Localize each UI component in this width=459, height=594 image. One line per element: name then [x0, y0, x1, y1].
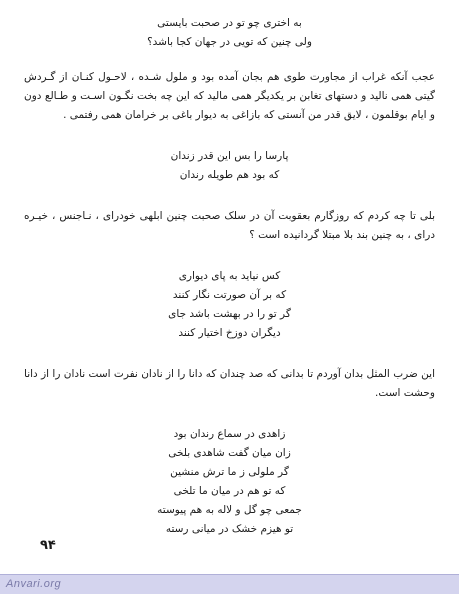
prose-paragraph-3: این ضرب المثل بدان آوردم تا بدانی که صد چندان که دانا را از نادان نفرت است نادان را از دانا وحشت است. — [24, 368, 435, 399]
verse-line: ولی چنین که تویی در جهان کجا باشد؟ — [147, 36, 312, 48]
verse-line: گر تو را در بهشت باشد جای — [168, 308, 291, 320]
verse-block-1 — [24, 14, 435, 52]
verse-line: دیگران دوزخ اختیار کنند — [178, 327, 281, 339]
verse-line: که تو هم در میان ما تلخی — [173, 485, 286, 497]
page-number: ۹۴ — [40, 538, 56, 553]
verse-line: تو هیزم خشک در میانی رسته — [165, 523, 294, 535]
verse-block-3 — [24, 267, 435, 343]
verse-block-2 — [24, 147, 435, 185]
verse-line: که بر آن صورتت نگار کنند — [172, 289, 287, 301]
verse-line: زان میان گفت شاهدی بلخی — [168, 447, 291, 459]
verse-line: زاهدی در سماع رندان بود — [173, 428, 286, 440]
verse-line: جمعی چو گل و لاله به هم پیوسته — [157, 504, 302, 516]
footer-bar — [0, 574, 459, 594]
verse-line: به اختری چو تو در صحبت بایستی — [157, 17, 302, 29]
verse-line: کس نیاید به پای دیواری — [178, 270, 281, 282]
verse-block-4 — [24, 425, 435, 539]
verse-line: که بود هم طویله رندان — [179, 169, 280, 181]
watermark: Anvari.org — [6, 578, 62, 590]
verse-line: گر ملولی ز ما ترش منشین — [170, 466, 289, 478]
prose-paragraph-1: عجب آنکه غراب از مجاورت طوی هم بجان آمده بود و ملول شـده ، لاحـول کنـان از گـردش گیتی همی نالید و دستهای تغابن بر یکدیگر همی مالید که این چه بخت نگـون اسـت و طـالع دون و ایام بوقلمون ، لایق قدر من آنستی که بازاغی به دیوار باغی بر خرامان همی رفتمی . — [24, 71, 435, 121]
verse-line: پارسا را بس این قدر زندان — [170, 150, 289, 162]
prose-paragraph-2: بلی تا چه کردم که روزگارم بعقوبت آن در سلک صحبت چنین ابلهی خودرای ، نـاجنس ، خیـره درای ، به چنین بند بلا مبتلا گردانیده است ؟ — [24, 210, 435, 241]
